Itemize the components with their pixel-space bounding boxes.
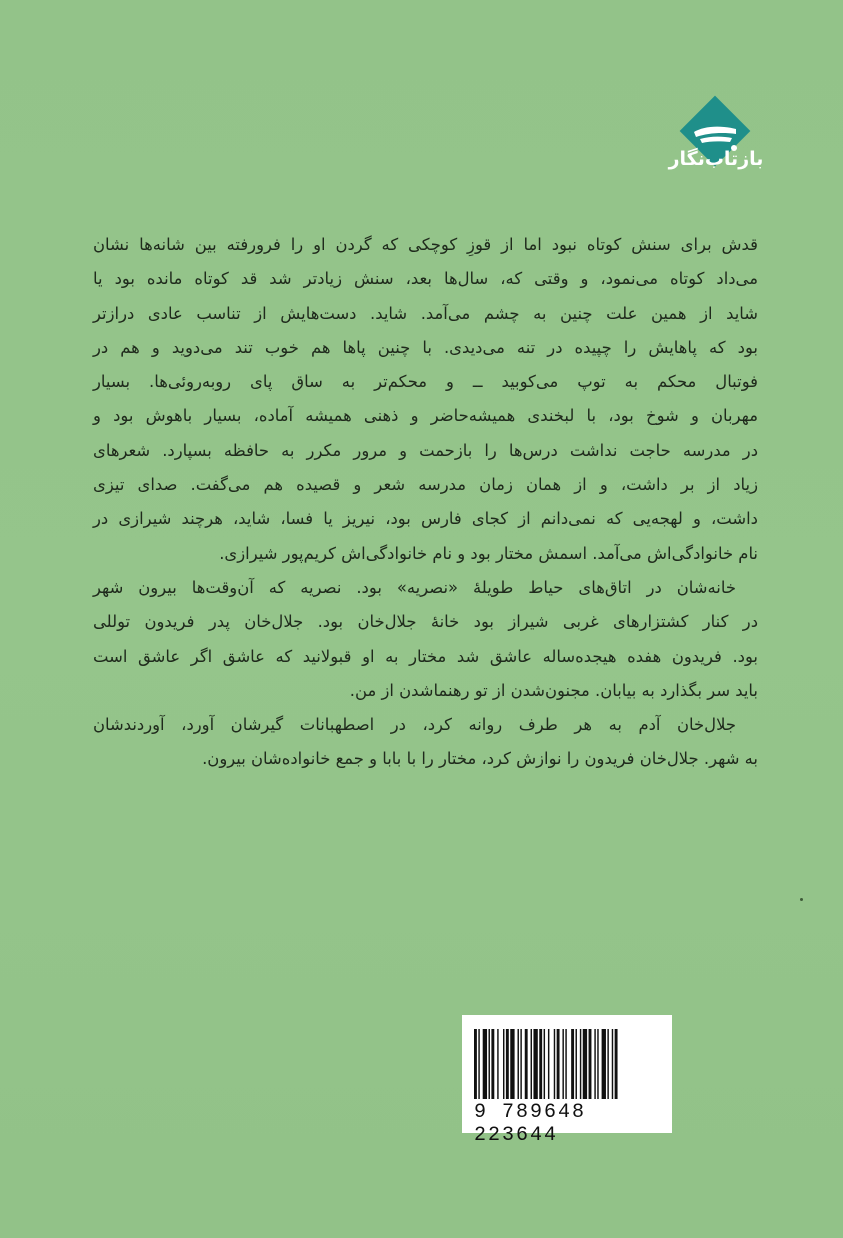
- barcode-bar: [562, 1029, 563, 1099]
- barcode-bar: [565, 1029, 566, 1099]
- text-line: مهربان و شوخ بود، با لبخندی همیشه‌حاضر و ذهنی همیشه آماده، بسیار باهوش بود و: [93, 406, 758, 426]
- print-speck: [800, 898, 803, 901]
- barcode-bar: [506, 1029, 509, 1099]
- barcode-bar: [520, 1029, 521, 1099]
- barcode-bar: [544, 1029, 545, 1099]
- barcode-bar: [548, 1029, 549, 1099]
- barcode-bar: [539, 1029, 542, 1099]
- barcode-bar: [571, 1029, 574, 1099]
- paragraph-1: [93, 228, 758, 571]
- barcode-bar: [554, 1029, 555, 1099]
- paragraph-2: [93, 571, 758, 708]
- barcode-bar: [518, 1029, 519, 1099]
- paragraph-3: [93, 708, 758, 777]
- blurb-text: [93, 228, 758, 777]
- barcode-bar: [583, 1029, 587, 1099]
- text-line: داشت، و لهجه‌یی که نمی‌دانم از کجای فارس بود، نیریز یا فسا، شاید، هرچند شیرازی در: [93, 509, 758, 529]
- publisher-logo: [660, 88, 770, 178]
- text-line: نام خانوادگی‌اش می‌آمد. اسمش مختار بود و نام خانوادگی‌اش کریم‌پور شیرازی.: [219, 543, 758, 563]
- text-line: جلال‌خان آدم به هر طرف روانه کرد، در اصطهبانات گیرشان آورد، آوردندشان: [93, 715, 736, 735]
- text-line: بود که پاهایش را چپیده در تنه می‌دیدی. با چنین پاها هم خوب تند می‌دوید و هم در: [93, 337, 758, 357]
- text-line: شاید از همین علت چنین به چشم می‌آمد. شاید. دست‌هایش از تناسب عادی درازتر: [93, 303, 758, 323]
- barcode-bar: [478, 1029, 479, 1099]
- text-line: زیاد از بر داشت، و از همان زمان مدرسه شعر و قصیده هم می‌گفت. صدای تیزی: [93, 475, 758, 495]
- barcode-bar: [615, 1029, 618, 1099]
- text-line: در مدرسه حاجت نداشت درس‌ها را بازحمت و مرور مکرر به حافظه بسپارد. شعرهای: [93, 440, 758, 460]
- barcode-bar: [491, 1029, 494, 1099]
- barcode-bar: [607, 1029, 608, 1099]
- barcode: [462, 1015, 672, 1147]
- barcode-bar: [612, 1029, 613, 1099]
- barcode-bar: [474, 1029, 477, 1099]
- barcode-bar: [594, 1029, 595, 1099]
- barcode-bar: [589, 1029, 592, 1099]
- barcode-bar: [580, 1029, 581, 1099]
- text-line: به شهر. جلال‌خان فریدون را نوازش کرد، مختار را با بابا و جمع خانواده‌شان بیرون.: [202, 749, 758, 769]
- barcode-bar: [576, 1029, 577, 1099]
- text-line: فوتبال محکم به توپ می‌کوبید ــ و محکم‌تر به ساق پای روبه‌روئی‌ها. بسیار: [93, 372, 758, 392]
- barcode-bar: [533, 1029, 537, 1099]
- barcode-bar: [489, 1029, 490, 1099]
- barcode-bar: [510, 1029, 514, 1099]
- barcode-number: 9 789648 223644: [474, 1101, 587, 1147]
- barcode-bar: [531, 1029, 532, 1099]
- publisher-name: بازتاب‌نگار: [668, 148, 764, 170]
- text-line: خانه‌شان در اتاق‌های حیاط طویلهٔ «نصریه» بود. نصریه که آن‌وقت‌ها بیرون شهر: [93, 577, 736, 597]
- barcode-bar: [597, 1029, 598, 1099]
- barcode-bar: [525, 1029, 528, 1099]
- barcode-bars: [474, 1029, 660, 1099]
- barcode-bar: [557, 1029, 560, 1099]
- text-line: می‌داد کوتاه می‌نمود، و وقتی که، سال‌ها بعد، سنش زیادتر شد قد کوتاه مانده بود یا: [93, 269, 758, 289]
- text-line: قدش برای سنش کوتاه نبود اما از قوزِ کوچکی که گردن او را فرورفته بین شانه‌ها نشان: [93, 235, 758, 254]
- text-line: باید سر بگذارد به بیابان. مجنون‌شدن از تو رهنماشدن از من.: [349, 680, 758, 700]
- text-line: بود. فریدون هفده هیجده‌ساله عاشق شد مختار به او قبولانید که عاشق اگر عاشق است: [93, 646, 758, 666]
- barcode-bar: [602, 1029, 606, 1099]
- barcode-bar: [503, 1029, 504, 1099]
- barcode-bar: [483, 1029, 487, 1099]
- text-line: در کنار کشتزارهای غربی شیراز بود خانهٔ جلال‌خان بود. جلال‌خان پدر فریدون توللی: [93, 612, 758, 632]
- barcode-bar: [497, 1029, 498, 1099]
